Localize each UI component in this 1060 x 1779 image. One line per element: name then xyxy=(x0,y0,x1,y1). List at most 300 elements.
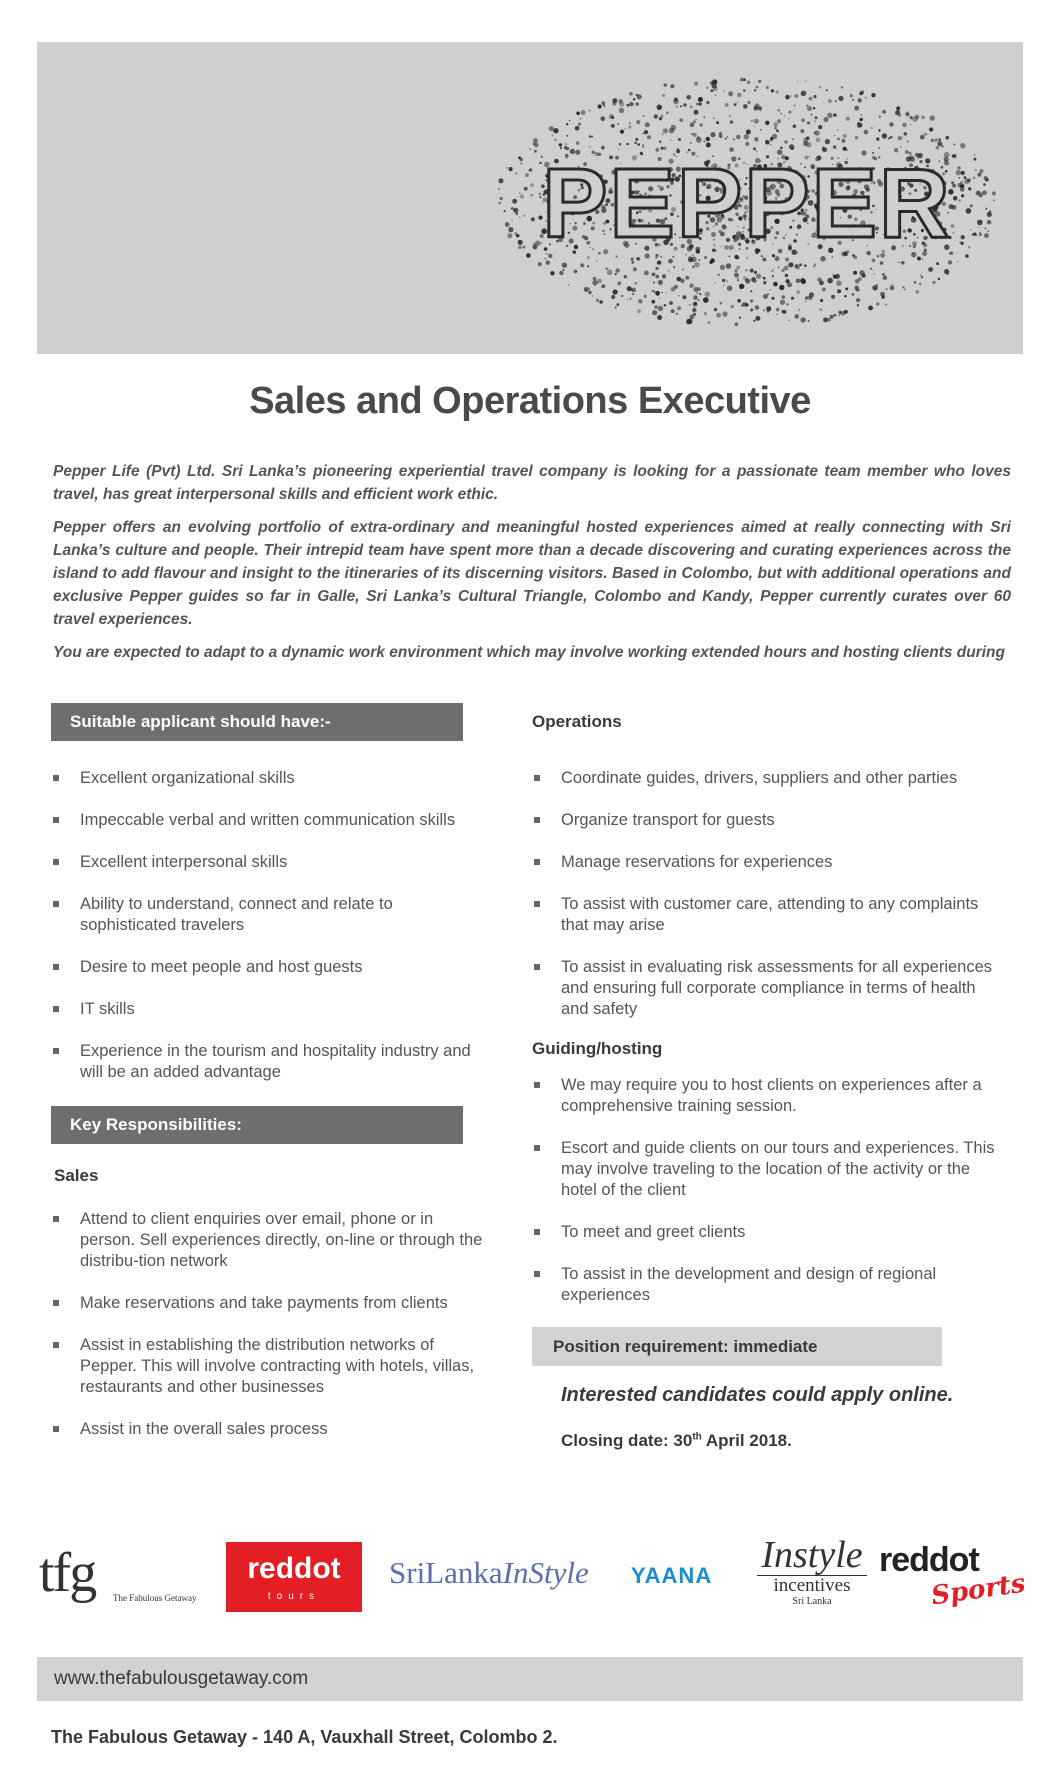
speckle-dot xyxy=(734,273,739,278)
speckle-dot xyxy=(657,315,662,320)
speckle-dot xyxy=(960,181,963,184)
reddot-sports-script: Sports xyxy=(929,1568,1028,1612)
speckle-dot xyxy=(520,162,522,164)
speckle-dot xyxy=(948,260,952,264)
speckle-dot xyxy=(817,277,822,282)
speckle-dot xyxy=(529,170,531,172)
speckle-dot xyxy=(706,86,709,89)
speckle-dot xyxy=(977,220,983,226)
speckle-dot xyxy=(715,94,717,96)
speckle-dot xyxy=(754,126,755,127)
speckle-dot xyxy=(777,314,778,315)
speckle-dot xyxy=(745,269,747,271)
speckle-dot xyxy=(686,95,691,100)
speckle-dot xyxy=(798,309,800,311)
speckle-dot xyxy=(653,291,655,293)
speckle-dot xyxy=(573,270,577,274)
speckle-dot xyxy=(965,254,969,258)
speckle-dot xyxy=(957,261,958,262)
speckle-dot xyxy=(936,262,939,265)
speckle-dot xyxy=(914,281,917,284)
speckle-dot xyxy=(937,141,942,146)
speckle-dot xyxy=(879,116,881,118)
speckle-dot xyxy=(705,292,710,297)
speckle-dot xyxy=(728,91,733,96)
speckle-dot xyxy=(976,191,981,196)
speckle-dot xyxy=(545,258,547,260)
speckle-dot xyxy=(786,279,790,283)
speckle-dot xyxy=(932,281,935,284)
speckle-dot xyxy=(779,285,784,290)
speckle-dot xyxy=(644,295,647,298)
speckle-dot xyxy=(703,141,705,143)
speckle-dot xyxy=(654,305,657,308)
speckle-dot xyxy=(780,300,785,305)
speckle-dot xyxy=(835,100,837,102)
speckle-dot xyxy=(695,119,696,120)
speckle-dot xyxy=(796,279,801,284)
speckle-dot xyxy=(776,308,780,312)
speckle-dot xyxy=(660,115,663,118)
speckle-dot xyxy=(902,286,904,288)
speckle-dot xyxy=(511,207,514,210)
speckle-dot xyxy=(782,295,785,298)
speckle-dot xyxy=(750,299,753,302)
speckle-dot xyxy=(619,108,624,113)
speckle-dot xyxy=(693,133,697,137)
speckle-dot xyxy=(835,274,840,279)
speckle-dot xyxy=(857,304,859,306)
speckle-dot xyxy=(961,194,964,197)
speckle-dot xyxy=(698,97,703,102)
speckle-dot xyxy=(518,240,523,245)
list-item: Desire to meet people and host guests xyxy=(51,957,491,978)
speckle-dot xyxy=(578,123,581,126)
closing-date xyxy=(532,1431,1002,1451)
speckle-dot xyxy=(970,204,973,207)
speckle-dot xyxy=(796,290,800,294)
speckle-dot xyxy=(629,122,631,124)
speckle-dot xyxy=(776,90,779,93)
speckle-dot xyxy=(723,90,724,91)
speckle-dot xyxy=(592,280,597,285)
speckle-dot xyxy=(511,220,512,221)
speckle-dot xyxy=(631,289,633,291)
speckle-dot xyxy=(663,128,668,133)
speckle-dot xyxy=(804,264,807,267)
speckle-dot xyxy=(743,104,748,109)
address-text: 140 A, Vauxhall Street, Colombo 2. xyxy=(258,1727,558,1747)
sales-list xyxy=(51,1209,491,1440)
speckle-dot xyxy=(723,285,724,286)
speckle-dot xyxy=(693,295,698,300)
speckle-dot xyxy=(806,136,810,140)
speckle-dot xyxy=(784,140,787,143)
reddot-tours-caption: tours xyxy=(267,1591,321,1602)
speckle-dot xyxy=(515,172,517,174)
speckle-dot xyxy=(568,284,569,285)
speckle-dot xyxy=(819,308,822,311)
speckle-dot xyxy=(736,266,740,270)
speckle-dot xyxy=(506,167,508,169)
speckle-dot xyxy=(837,138,840,141)
speckle-dot xyxy=(876,284,878,286)
speckle-dot xyxy=(922,259,923,260)
speckle-dot xyxy=(805,301,806,302)
speckle-dot xyxy=(838,96,843,101)
speckle-dot xyxy=(653,282,655,284)
speckle-dot xyxy=(820,299,823,302)
speckle-dot xyxy=(730,120,733,123)
speckle-dot xyxy=(928,267,933,272)
speckle-dot xyxy=(580,118,582,120)
speckle-dot xyxy=(795,94,799,98)
speckle-dot xyxy=(692,302,697,307)
speckle-dot xyxy=(704,312,707,315)
list-item: Make reservations and take payments from clients xyxy=(51,1293,491,1314)
speckle-dot xyxy=(643,115,645,117)
speckle-dot xyxy=(920,135,925,140)
speckle-dot xyxy=(756,274,761,279)
speckle-dot xyxy=(645,122,650,127)
closing-date-suffix: April 2018. xyxy=(701,1431,792,1450)
speckle-dot xyxy=(603,105,605,107)
closing-date-sup: th xyxy=(692,1431,702,1443)
speckle-dot xyxy=(726,280,728,282)
speckle-dot xyxy=(816,138,821,143)
speckle-dot xyxy=(736,135,741,140)
speckle-dot xyxy=(780,113,782,115)
speckle-dot xyxy=(588,291,591,294)
speckle-dot xyxy=(666,111,669,114)
speckle-dot xyxy=(596,299,599,302)
speckle-dot xyxy=(678,295,679,296)
speckle-dot xyxy=(523,215,525,217)
speckle-dot xyxy=(525,173,529,177)
speckle-dot xyxy=(637,309,641,313)
speckle-dot xyxy=(872,259,876,263)
list-item: To assist in the development and design of regional experiences xyxy=(532,1264,1002,1306)
speckle-dot xyxy=(651,300,655,304)
speckle-dot xyxy=(520,194,524,198)
speckle-dot xyxy=(853,271,857,275)
speckle-dot xyxy=(676,106,678,108)
speckle-dot xyxy=(846,117,850,121)
speckle-dot xyxy=(984,233,989,238)
speckle-dot xyxy=(697,299,699,301)
speckle-dot xyxy=(629,92,633,96)
speckle-dot xyxy=(507,233,512,238)
speckle-dot xyxy=(961,235,965,239)
right-column xyxy=(532,703,1002,1451)
speckle-dot xyxy=(898,114,901,117)
speckle-dot xyxy=(978,227,980,229)
intro-paragraph: Pepper offers an evolving portfolio of extra-ordinary and meaningful hosted experiences aimed at really connecting with Sri Lanka’s culture and people. Their intrepid team have spent more than a decade discovering and curating experiences across the island to add flavour and insight to the itineraries of its discerning visitors. Based in Colombo, but with additional operations and exclusive Pepper guides so far in Galle, Sri Lanka’s Cultural Triangle, Colombo and Kandy, Pepper currently curates over 60 travel experiences. xyxy=(53,519,1011,628)
reddot-sports-logo xyxy=(879,1541,1029,1611)
speckle-dot xyxy=(613,289,618,294)
speckle-dot xyxy=(519,192,520,193)
speckle-dot xyxy=(747,81,750,84)
speckle-dot xyxy=(953,232,955,234)
speckle-dot xyxy=(774,127,777,130)
speckle-dot xyxy=(516,234,519,237)
speckle-dot xyxy=(656,268,658,270)
speckle-dot xyxy=(993,200,994,201)
speckle-dot xyxy=(801,119,805,123)
speckle-dot xyxy=(793,124,797,128)
speckle-dot xyxy=(814,263,816,265)
list-item: Assist in establishing the distribution networks of Pepper. This will involve contracting with hotels, villas, restaurants and other businesses xyxy=(51,1335,491,1398)
speckle-dot xyxy=(696,137,702,143)
speckle-dot xyxy=(699,293,701,295)
instyle-incentives-line2: incentives xyxy=(773,1575,851,1596)
speckle-dot xyxy=(720,265,725,270)
speckle-dot xyxy=(865,97,867,99)
speckle-dot xyxy=(630,298,632,300)
speckle-dot xyxy=(781,269,784,272)
speckle-dot xyxy=(553,128,558,133)
speckle-dot xyxy=(658,280,663,285)
speckle-dot xyxy=(658,306,663,311)
website-bar xyxy=(37,1657,1023,1701)
speckle-dot xyxy=(980,220,981,221)
speckle-dot xyxy=(530,194,533,197)
speckle-dot xyxy=(987,212,992,217)
speckle-dot xyxy=(769,289,770,290)
speckle-dot xyxy=(674,98,678,102)
speckle-dot xyxy=(679,118,683,122)
speckle-dot xyxy=(659,141,661,143)
speckle-dot xyxy=(876,137,879,140)
speckle-dot xyxy=(726,263,731,268)
list-item: Assist in the overall sales process xyxy=(51,1419,491,1440)
speckle-dot xyxy=(773,282,778,287)
speckle-dot xyxy=(710,89,713,92)
speckle-dot xyxy=(750,290,752,292)
speckle-dot xyxy=(916,290,920,294)
speckle-dot xyxy=(513,208,518,213)
speckle-dot xyxy=(539,196,541,198)
list-item: Ability to understand, connect and relate to sophisticated travelers xyxy=(51,894,491,936)
speckle-dot xyxy=(891,284,894,287)
speckle-dot xyxy=(697,292,699,294)
speckle-dot xyxy=(813,265,815,267)
speckle-dot xyxy=(627,299,628,300)
key-responsibilities-heading: Key Responsibilities: xyxy=(51,1106,463,1144)
speckle-dot xyxy=(788,320,789,321)
speckle-dot xyxy=(960,143,965,148)
speckle-dot xyxy=(744,134,749,139)
speckle-dot xyxy=(956,170,961,175)
speckle-dot xyxy=(825,139,830,144)
speckle-dot xyxy=(777,119,781,123)
speckle-dot xyxy=(531,217,535,221)
list-item: Organize transport for guests xyxy=(532,810,1002,831)
yaana-logo: YAANA xyxy=(631,1563,713,1588)
speckle-dot xyxy=(617,282,621,286)
website-link[interactable]: www.thefabulousgetaway.com xyxy=(54,1668,309,1689)
speckle-dot xyxy=(992,191,996,195)
speckle-dot xyxy=(725,138,727,140)
speckle-dot xyxy=(559,271,563,275)
speckle-dot xyxy=(600,116,605,121)
speckle-dot xyxy=(725,103,729,107)
speckle-dot xyxy=(813,107,815,109)
speckle-dot xyxy=(550,271,554,275)
speckle-dot xyxy=(587,287,590,290)
speckle-dot xyxy=(593,277,597,281)
speckle-dot xyxy=(659,298,660,299)
speckle-dot xyxy=(855,279,860,284)
srilanka-instyle-logo xyxy=(389,1555,589,1591)
speckle-dot xyxy=(500,197,503,200)
list-item: Experience in the tourism and hospitality industry and will be an added advantage xyxy=(51,1041,491,1083)
speckle-dot xyxy=(734,269,738,273)
speckle-dot xyxy=(827,278,833,284)
speckle-dot xyxy=(882,110,886,114)
speckle-dot xyxy=(627,286,632,291)
speckle-dot xyxy=(861,114,863,116)
speckle-dot xyxy=(898,136,903,141)
speckle-dot xyxy=(794,105,796,107)
speckle-dot xyxy=(770,144,772,146)
speckle-dot xyxy=(599,300,603,304)
speckle-dot xyxy=(508,227,513,232)
speckle-dot xyxy=(855,136,858,139)
speckle-dot xyxy=(754,271,757,274)
speckle-dot xyxy=(805,81,806,82)
speckle-dot xyxy=(657,260,661,264)
speckle-dot xyxy=(882,133,887,138)
speckle-dot xyxy=(737,93,742,98)
speckle-dot xyxy=(807,106,812,111)
speckle-dot xyxy=(683,103,687,107)
speckle-dot xyxy=(901,261,905,265)
speckle-dot xyxy=(954,144,956,146)
position-requirement: Position requirement: immediate xyxy=(532,1327,942,1366)
speckle-dot xyxy=(755,137,757,139)
speckle-dot xyxy=(719,134,723,138)
speckle-dot xyxy=(718,274,720,276)
speckle-dot xyxy=(975,169,977,171)
speckle-dot xyxy=(657,105,662,110)
speckle-dot xyxy=(755,305,760,310)
speckle-dot xyxy=(694,110,699,115)
speckle-dot xyxy=(737,102,739,104)
speckle-dot xyxy=(907,141,909,143)
speckle-dot xyxy=(910,116,913,119)
footer-address xyxy=(51,1727,557,1748)
speckle-dot xyxy=(631,261,634,264)
speckle-dot xyxy=(554,139,557,142)
speckle-dot xyxy=(970,229,971,230)
speckle-dot xyxy=(597,279,602,284)
speckle-dot xyxy=(607,269,613,275)
speckle-dot xyxy=(978,173,982,177)
speckle-dot xyxy=(844,310,848,314)
speckle-dot xyxy=(885,304,887,306)
speckle-dot xyxy=(864,130,869,135)
speckle-dot xyxy=(814,116,817,119)
speckle-dot xyxy=(836,280,842,286)
speckle-dot xyxy=(771,89,774,92)
speckle-dot xyxy=(504,210,506,212)
speckle-dot xyxy=(576,112,580,116)
speckle-dot xyxy=(656,275,660,279)
speckle-dot xyxy=(788,262,793,267)
speckle-dot xyxy=(777,109,780,112)
speckle-dot xyxy=(706,101,709,104)
speckle-dot xyxy=(772,269,774,271)
speckle-dot xyxy=(746,130,751,135)
speckle-dot xyxy=(670,139,672,141)
speckle-dot xyxy=(772,275,774,277)
speckle-dot xyxy=(662,274,666,278)
speckle-dot xyxy=(841,86,843,88)
speckle-dot xyxy=(624,275,627,278)
speckle-dot xyxy=(737,278,738,279)
speckle-dot xyxy=(727,136,729,138)
speckle-dot xyxy=(632,293,634,295)
speckle-dot xyxy=(685,276,689,280)
speckle-dot xyxy=(797,81,798,82)
instyle-incentives-line1: Instyle xyxy=(757,1535,867,1576)
speckle-dot xyxy=(823,117,828,122)
speckle-dot xyxy=(763,281,767,285)
speckle-dot xyxy=(562,263,567,268)
speckle-dot xyxy=(843,134,847,138)
speckle-dot xyxy=(654,114,658,118)
speckle-dot xyxy=(636,94,638,96)
apply-online-text: Interested candidates could apply online. xyxy=(561,1384,954,1406)
speckle-dot xyxy=(855,289,857,291)
instyle-incentives-line3: Sri Lanka xyxy=(792,1596,832,1607)
speckle-dot xyxy=(698,102,702,106)
speckle-dot xyxy=(693,313,696,316)
speckle-dot xyxy=(978,221,979,222)
intro-text xyxy=(53,460,1011,674)
speckle-dot xyxy=(973,176,976,179)
speckle-dot xyxy=(498,188,500,190)
speckle-dot xyxy=(774,122,778,126)
speckle-dot xyxy=(734,103,737,106)
speckle-dot xyxy=(626,104,629,107)
speckle-dot xyxy=(635,138,638,141)
speckle-dot xyxy=(694,262,700,268)
speckle-dot xyxy=(952,155,955,158)
speckle-dot xyxy=(776,130,779,133)
speckle-dot xyxy=(621,295,623,297)
tfg-logo-mark: tfg xyxy=(39,1542,96,1604)
speckle-dot xyxy=(758,80,761,83)
speckle-dot xyxy=(518,246,522,250)
speckle-dot xyxy=(686,319,692,325)
list-item: To assist in evaluating risk assessments for all experiences and ensuring full corporate compliance in terms of health and safety xyxy=(532,957,1002,1020)
speckle-dot xyxy=(858,98,862,102)
speckle-dot xyxy=(626,143,628,145)
speckle-dot xyxy=(703,116,705,118)
speckle-dot xyxy=(972,234,974,236)
speckle-dot xyxy=(763,309,765,311)
speckle-dot xyxy=(615,307,617,309)
speckle-dot xyxy=(714,308,717,311)
speckle-dot xyxy=(682,269,684,271)
speckle-dot xyxy=(934,138,938,142)
speckle-dot xyxy=(629,102,633,106)
speckle-dot xyxy=(499,178,504,183)
speckle-dot xyxy=(509,167,513,171)
speckle-dot xyxy=(737,299,741,303)
